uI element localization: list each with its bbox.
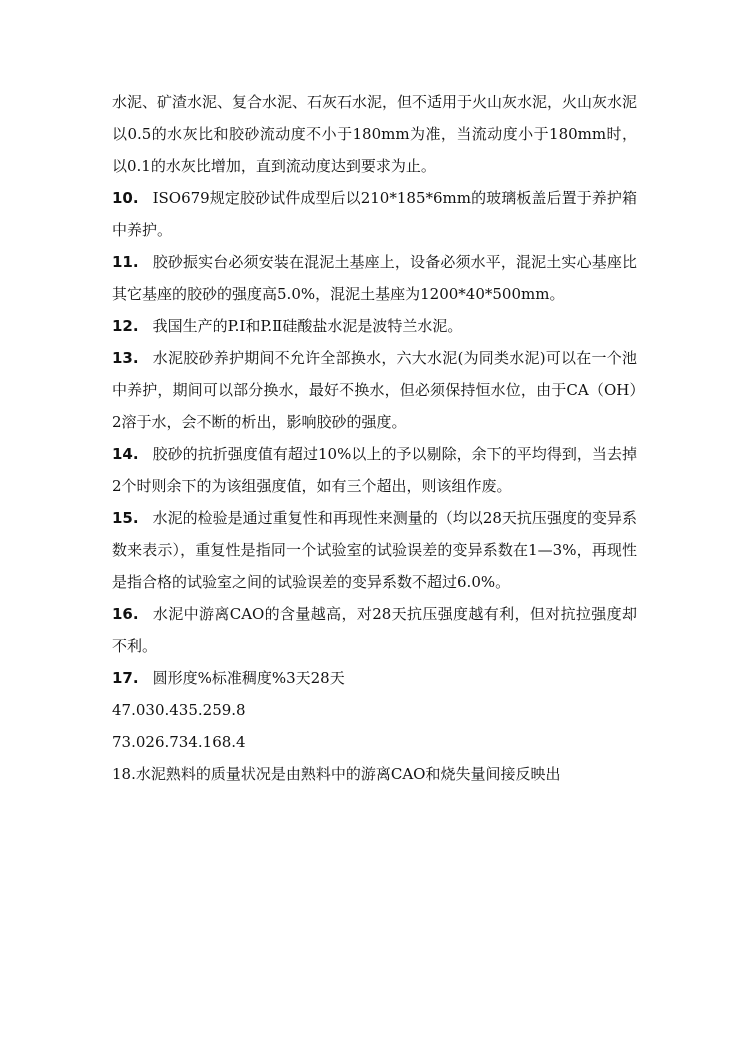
paragraph-text: 47.030.435.259.8 (112, 701, 246, 719)
paragraph-text: 73.026.734.168.4 (112, 733, 246, 751)
paragraph-number: 10. (112, 189, 139, 207)
paragraph-18 (112, 758, 637, 790)
paragraph-10 (112, 182, 637, 246)
paragraph-number: 16. (112, 605, 139, 623)
paragraph-number: 13. (112, 349, 139, 367)
document-body (112, 86, 637, 790)
paragraph-text: 水泥的检验是通过重复性和再现性来测量的（均以28天抗压强度的变异系数来表示），重复性是指同一个试验室的试验误差的变异系数在1—3%，再现性是指合格的试验室之间的试验误差的变异系数不超过6.0%。 (112, 509, 637, 591)
paragraph-text: 18.水泥熟料的质量状况是由熟料中的游离CAO和烧失量间接反映出 (112, 765, 561, 783)
paragraph-16 (112, 598, 637, 662)
paragraph-number: 12. (112, 317, 139, 335)
paragraph-14 (112, 438, 637, 502)
paragraph-number: 17. (112, 669, 139, 687)
paragraph-number: 15. (112, 509, 139, 527)
paragraph-15 (112, 502, 637, 598)
data-line-2 (112, 726, 637, 758)
paragraph-number: 11. (112, 253, 139, 271)
paragraph-text: 我国生产的P.I和P.Ⅱ硅酸盐水泥是波特兰水泥。 (152, 317, 463, 335)
paragraph-12 (112, 310, 637, 342)
paragraph-text: 水泥胶砂养护期间不允许全部换水，六大水泥(为同类水泥)可以在一个池中养护，期间可以部分换水，最好不换水，但必须保持恒水位，由于CA（OH）2溶于水，会不断的析出，影响胶砂的强度。 (112, 349, 637, 431)
paragraph-text: 水泥、矿渣水泥、复合水泥、石灰石水泥，但不适用于火山灰水泥，火山灰水泥以0.5的水灰比和胶砂流动度不小于180mm为准，当流动度小于180mm时，以0.1的水灰比增加，直到流动度达到要求为止。 (112, 93, 638, 175)
data-line-1 (112, 694, 637, 726)
paragraph-17 (112, 662, 637, 694)
paragraph-text: 圆形度%标准稠度%3天28天 (152, 669, 345, 687)
paragraph-13 (112, 342, 637, 438)
paragraph-continuation (112, 86, 637, 182)
paragraph-text: 水泥中游离CAO的含量越高，对28天抗压强度越有利，但对抗拉强度却不利。 (112, 605, 637, 655)
paragraph-text: 胶砂振实台必须安装在混泥土基座上，设备必须水平，混泥土实心基座比其它基座的胶砂的强度高5.0%，混泥土基座为1200*40*500mm。 (112, 253, 637, 303)
paragraph-text: 胶砂的抗折强度值有超过10%以上的予以剔除，余下的平均得到，当去掉2个时则余下的为该组强度值，如有三个超出，则该组作废。 (112, 445, 637, 495)
paragraph-text: ISO679规定胶砂试件成型后以210*185*6mm的玻璃板盖后置于养护箱中养护。 (112, 189, 637, 239)
paragraph-number: 14. (112, 445, 139, 463)
paragraph-11 (112, 246, 637, 310)
